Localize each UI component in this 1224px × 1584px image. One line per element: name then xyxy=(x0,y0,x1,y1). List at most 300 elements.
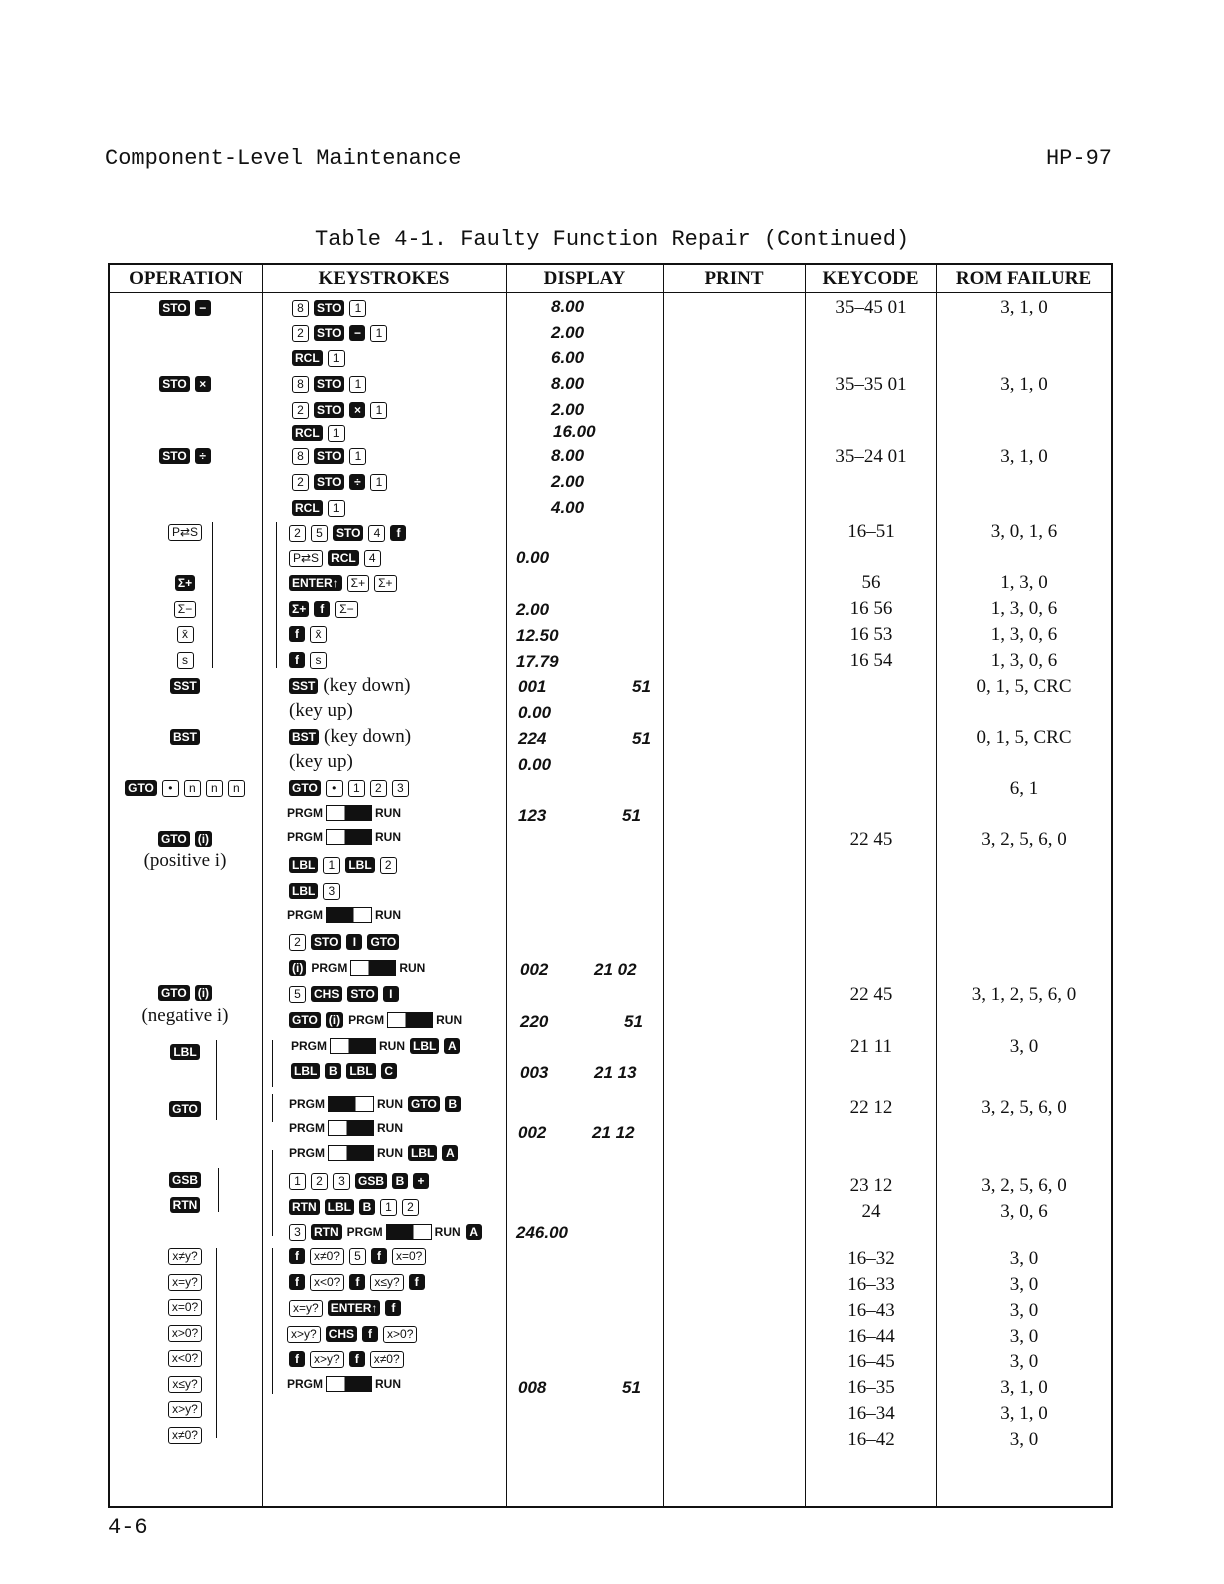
display-value: 0.00 xyxy=(518,703,552,722)
key-xgty-icon: x>y? xyxy=(310,1351,344,1368)
keycode-value: 16 56 xyxy=(849,598,893,619)
operation-cell xyxy=(110,597,260,621)
grouping-brace xyxy=(218,1168,219,1212)
key-d5-icon: 5 xyxy=(311,525,328,542)
rom-failure-value: 3, 2, 5, 6, 0 xyxy=(981,1097,1067,1118)
key-s-icon: s xyxy=(177,652,194,669)
key-xeq0-icon: x=0? xyxy=(168,1299,202,1316)
operation-cell xyxy=(110,648,260,672)
key-sminus-icon: Σ− xyxy=(335,601,357,618)
key-bst-icon: BST xyxy=(289,729,319,745)
switch-prgm-label: PRGM xyxy=(287,908,323,922)
rom-failure-value: 3, 1, 0 xyxy=(1000,297,1048,318)
column-divider xyxy=(805,265,806,1506)
display-value: 21 12 xyxy=(592,1123,635,1142)
key-d1-icon: 1 xyxy=(370,474,387,491)
key-lbl-icon: LBL xyxy=(289,883,318,899)
keystroke-row xyxy=(291,1034,460,1058)
display-value: 51 xyxy=(624,1012,643,1031)
keycode-value: 21 11 xyxy=(849,1036,893,1057)
operation-cell xyxy=(110,1168,260,1192)
rom-failure-value: 3, 1, 0 xyxy=(1000,446,1048,467)
keycode-value: 16–35 xyxy=(847,1377,895,1398)
prgm-run-switch xyxy=(287,907,401,923)
display-value: 0.00 xyxy=(518,755,552,774)
key-f-icon: f xyxy=(289,626,305,642)
column-divider xyxy=(506,265,507,1506)
keycode-value: 22 45 xyxy=(849,984,893,1005)
keycode-value: 16–45 xyxy=(847,1351,895,1372)
switch-slider-icon xyxy=(326,1376,372,1392)
key-d8-icon: 8 xyxy=(292,448,309,465)
keystroke-row xyxy=(289,930,399,954)
switch-prgm-label: PRGM xyxy=(289,1146,325,1160)
switch-slider-icon xyxy=(326,907,372,923)
keystroke-row xyxy=(289,1220,482,1244)
grouping-brace xyxy=(276,522,277,668)
operation-cell xyxy=(110,674,260,698)
rom-failure-value: 3, 1, 0 xyxy=(1000,1377,1048,1398)
keystroke-row xyxy=(287,825,401,849)
display-value: 16.00 xyxy=(553,422,596,441)
key-chs-icon: CHS xyxy=(326,1326,357,1342)
key-d1-icon: 1 xyxy=(370,325,387,342)
key-b-icon: B xyxy=(445,1096,461,1112)
display-value: 2.00 xyxy=(551,472,585,491)
key-chs-icon: CHS xyxy=(311,986,342,1002)
key-xgty-icon: x>y? xyxy=(287,1326,321,1343)
key-a-icon: A xyxy=(444,1038,460,1054)
key-lbl-icon: LBL xyxy=(346,1063,375,1079)
key-lbl-icon: LBL xyxy=(345,857,374,873)
key-sto-icon: STO xyxy=(159,376,189,392)
display-value: 6.00 xyxy=(551,348,585,367)
key-div-icon: ÷ xyxy=(195,448,211,464)
operation-cell xyxy=(110,981,260,1005)
key-sto-icon: STO xyxy=(314,300,344,316)
rom-failure-value: 3, 0 xyxy=(1009,1036,1039,1057)
key-xeq0-icon: x=0? xyxy=(392,1248,426,1265)
key-minus-icon: − xyxy=(195,300,211,316)
operation-cell xyxy=(110,444,260,468)
prgm-run-switch xyxy=(289,1096,403,1112)
key-ind-icon: (i) xyxy=(289,960,306,976)
operation-cell xyxy=(110,1193,260,1217)
keystroke-row xyxy=(287,1372,401,1396)
keycode-value: 24 xyxy=(861,1201,881,1222)
operation-cell xyxy=(110,1040,260,1064)
keystroke-row xyxy=(289,699,353,723)
key-b-icon: B xyxy=(359,1199,375,1215)
keystroke-row xyxy=(289,1195,419,1219)
keycode-value: 35–35 01 xyxy=(835,374,907,395)
table-caption: Table 4-1. Faulty Function Repair (Continued) xyxy=(315,227,910,252)
key-dot-icon: • xyxy=(326,780,343,797)
key-f-icon: f xyxy=(349,1274,365,1290)
key-sst-icon: SST xyxy=(289,678,318,694)
operation-cell xyxy=(110,1295,260,1319)
key-xgt0-icon: x>0? xyxy=(168,1325,202,1342)
operation-cell xyxy=(110,1423,260,1447)
key-d5-icon: 5 xyxy=(349,1248,366,1265)
switch-slider-icon xyxy=(330,1038,376,1054)
key-d3-icon: 3 xyxy=(289,1224,306,1241)
keystroke-row xyxy=(292,346,345,370)
keycode-value: 35–24 01 xyxy=(835,446,907,467)
key-n-icon: n xyxy=(228,780,245,797)
key-xney-icon: x≠y? xyxy=(168,1248,201,1265)
key-d5-icon: 5 xyxy=(289,986,306,1003)
keystroke-row xyxy=(289,1169,429,1193)
keystroke-row xyxy=(292,296,366,320)
key-d1-icon: 1 xyxy=(380,1199,397,1216)
display-value: 8.00 xyxy=(551,446,585,465)
key-xne0-icon: x≠0? xyxy=(370,1351,404,1368)
keystroke-row xyxy=(289,546,381,570)
keycode-value: 22 12 xyxy=(849,1097,893,1118)
key-f-icon: f xyxy=(385,1300,401,1316)
key-d2-icon: 2 xyxy=(292,402,309,419)
key-note: (key up) xyxy=(289,700,353,721)
key-lbl-icon: LBL xyxy=(291,1063,320,1079)
prgm-run-switch xyxy=(348,1012,462,1028)
key-xne0-icon: x≠0? xyxy=(168,1427,202,1444)
key-f-icon: f xyxy=(289,1248,305,1264)
display-value: 12.50 xyxy=(516,626,559,645)
rom-failure-value: 6, 1 xyxy=(1009,778,1039,799)
running-header-title: Component-Level Maintenance xyxy=(105,146,462,171)
keystroke-row xyxy=(287,1322,417,1346)
key-gto-icon: GTO xyxy=(289,1012,321,1028)
key-splus-icon: Σ+ xyxy=(175,575,195,591)
key-f-icon: f xyxy=(289,1274,305,1290)
key-d2-icon: 2 xyxy=(289,525,306,542)
keystroke-row xyxy=(289,648,327,672)
key-xley-icon: x≤y? xyxy=(168,1376,201,1393)
key-ind-icon: (i) xyxy=(195,985,212,1001)
key-lbl-icon: LBL xyxy=(408,1145,437,1161)
switch-slider-icon xyxy=(326,805,372,821)
display-value: 51 xyxy=(622,1378,641,1397)
keycode-value: 16–33 xyxy=(847,1274,895,1295)
switch-prgm-label: PRGM xyxy=(346,1225,383,1239)
key-d4-icon: 4 xyxy=(364,550,381,567)
key-d3-icon: 3 xyxy=(323,883,340,900)
switch-slider-icon xyxy=(328,1096,374,1112)
key-splus-icon: Σ+ xyxy=(289,601,309,617)
key-xlt0-icon: x<0? xyxy=(168,1350,202,1367)
grouping-brace xyxy=(216,1248,217,1438)
prgm-run-switch xyxy=(287,1376,401,1392)
key-n-icon: n xyxy=(184,780,201,797)
key-sto-icon: STO xyxy=(314,474,344,490)
key-times-icon: × xyxy=(349,402,365,418)
operation-cell xyxy=(110,1097,260,1121)
rom-failure-value: 3, 0 xyxy=(1009,1351,1039,1372)
switch-run-label: RUN xyxy=(379,1039,405,1053)
key-xlt0-icon: x<0? xyxy=(310,1274,344,1291)
key-c-icon: C xyxy=(381,1063,397,1079)
key-gto-icon: GTO xyxy=(289,780,321,796)
keystroke-row xyxy=(289,1141,458,1165)
keycode-value: 16–44 xyxy=(847,1326,895,1347)
keystroke-row xyxy=(292,372,366,396)
col-header-print: PRINT xyxy=(704,268,764,289)
keystroke-row xyxy=(289,597,358,621)
prgm-run-switch xyxy=(287,829,401,845)
keystroke-row xyxy=(292,444,366,468)
rom-failure-value: 3, 1, 0 xyxy=(1000,374,1048,395)
keystroke-row xyxy=(289,750,353,774)
column-divider xyxy=(663,265,664,1506)
key-note: (key down) xyxy=(323,675,411,696)
display-value: 4.00 xyxy=(551,498,585,517)
key-d3-icon: 3 xyxy=(392,780,409,797)
key-gto-icon: GTO xyxy=(158,985,190,1001)
operation-cell xyxy=(110,827,260,851)
keycode-value: 22 45 xyxy=(849,829,893,850)
display-value: 002 xyxy=(520,960,549,979)
key-d1-icon: 1 xyxy=(289,1173,306,1190)
keycode-value: 16 53 xyxy=(849,624,893,645)
key-enter-icon: ENTER↑ xyxy=(328,1300,381,1316)
operation-note: (positive i) xyxy=(143,850,227,871)
operation-cell xyxy=(110,622,260,646)
keystroke-row xyxy=(292,496,345,520)
switch-prgm-label: PRGM xyxy=(287,806,323,820)
keycode-value: 16–32 xyxy=(847,1248,895,1269)
switch-prgm-label: PRGM xyxy=(289,1097,325,1111)
rom-failure-value: 0, 1, 5, CRC xyxy=(976,727,1072,748)
key-d1-icon: 1 xyxy=(348,780,365,797)
display-value: 220 xyxy=(520,1012,549,1031)
key-gto-icon: GTO xyxy=(169,1101,201,1117)
key-splus-icon: Σ+ xyxy=(347,575,369,592)
key-f-icon: f xyxy=(289,1351,305,1367)
key-pxs-icon: P⇄S xyxy=(289,550,323,567)
key-d8-icon: 8 xyxy=(292,300,309,317)
keystroke-row xyxy=(292,398,387,422)
switch-slider-icon xyxy=(328,1120,374,1136)
key-sminus-icon: Σ− xyxy=(174,601,196,618)
key-lbl-icon: LBL xyxy=(410,1038,439,1054)
switch-run-label: RUN xyxy=(375,830,401,844)
switch-run-label: RUN xyxy=(375,1377,401,1391)
display-value: 21 02 xyxy=(594,960,637,979)
rom-failure-value: 3, 0 xyxy=(1009,1429,1039,1450)
keycode-value: 16 54 xyxy=(849,650,893,671)
key-xbar-icon: x̄ xyxy=(310,626,327,643)
key-rtn-icon: RTN xyxy=(289,1199,320,1215)
key-dot-icon: • xyxy=(162,780,179,797)
key-rtn-icon: RTN xyxy=(170,1197,201,1213)
key-bst-icon: BST xyxy=(170,729,200,745)
key-d2-icon: 2 xyxy=(380,857,397,874)
key-d1-icon: 1 xyxy=(323,857,340,874)
keycode-value: 16–42 xyxy=(847,1429,895,1450)
key-rcl-icon: RCL xyxy=(292,350,323,366)
key-sto-icon: STO xyxy=(311,934,341,950)
rom-failure-value: 3, 0 xyxy=(1009,1300,1039,1321)
display-value: 008 xyxy=(518,1378,547,1397)
keystroke-row xyxy=(292,421,345,445)
key-lbl-icon: LBL xyxy=(170,1044,199,1060)
display-value: 2.00 xyxy=(551,400,585,419)
keystroke-row xyxy=(289,879,340,903)
keycode-value: 35–45 01 xyxy=(835,297,907,318)
grouping-brace xyxy=(212,522,213,668)
keystroke-row xyxy=(289,571,397,595)
operation-cell xyxy=(110,1244,260,1268)
display-value: 51 xyxy=(632,677,651,696)
keycode-value: 56 xyxy=(861,572,881,593)
keystroke-row xyxy=(289,1347,404,1371)
display-value: 123 xyxy=(518,806,547,825)
key-xne0-icon: x≠0? xyxy=(310,1248,344,1265)
operation-cell xyxy=(110,725,260,749)
rom-failure-value: 3, 1, 2, 5, 6, 0 xyxy=(971,984,1077,1005)
keycode-value: 16–51 xyxy=(847,521,895,542)
keystroke-row xyxy=(289,853,397,877)
key-a-icon: A xyxy=(466,1224,482,1240)
key-note: (key down) xyxy=(324,726,412,747)
keystroke-row xyxy=(292,470,387,494)
operation-cell xyxy=(110,776,260,800)
display-value: 2.00 xyxy=(516,600,550,619)
key-times-icon: × xyxy=(195,376,211,392)
prgm-run-switch xyxy=(287,805,401,821)
key-sto-icon: STO xyxy=(314,448,344,464)
key-f-icon: f xyxy=(390,525,406,541)
key-xley-icon: x≤y? xyxy=(370,1274,403,1291)
key-rtn-icon: RTN xyxy=(311,1224,342,1240)
keystroke-row xyxy=(289,982,399,1006)
switch-run-label: RUN xyxy=(436,1013,463,1027)
col-header-rom-failure: ROM FAILURE xyxy=(955,268,1092,289)
operation-cell xyxy=(110,372,260,396)
prgm-run-switch xyxy=(347,1224,461,1240)
display-value: 51 xyxy=(632,729,651,748)
key-pxs-icon: P⇄S xyxy=(168,524,202,541)
switch-run-label: RUN xyxy=(377,1146,403,1160)
key-d1-icon: 1 xyxy=(370,402,387,419)
key-s-icon: s xyxy=(310,652,327,669)
switch-prgm-label: PRGM xyxy=(291,1039,327,1053)
operation-cell xyxy=(110,1397,260,1421)
key-xgty-icon: x>y? xyxy=(168,1401,202,1418)
key-i-icon: I xyxy=(346,934,362,950)
key-rcl-icon: RCL xyxy=(328,550,359,566)
display-value: 2.00 xyxy=(551,323,585,342)
key-d1-icon: 1 xyxy=(328,350,345,367)
key-xeqy-icon: x=y? xyxy=(168,1274,202,1291)
key-sto-icon: STO xyxy=(333,525,363,541)
display-value: 002 xyxy=(518,1123,547,1142)
rom-failure-value: 3, 2, 5, 6, 0 xyxy=(981,829,1067,850)
key-enter-icon: ENTER↑ xyxy=(289,575,342,591)
key-d1-icon: 1 xyxy=(328,425,345,442)
keystroke-row xyxy=(289,956,425,980)
grouping-brace xyxy=(216,1040,217,1120)
rom-failure-value: 1, 3, 0, 6 xyxy=(990,598,1058,619)
switch-run-label: RUN xyxy=(375,908,401,922)
key-d3-icon: 3 xyxy=(333,1173,350,1190)
key-d2-icon: 2 xyxy=(292,325,309,342)
switch-run-label: RUN xyxy=(377,1121,403,1135)
operation-cell xyxy=(110,1346,260,1370)
key-xbar-icon: x̄ xyxy=(177,626,194,643)
keycode-value: 16–43 xyxy=(847,1300,895,1321)
running-header-model: HP-97 xyxy=(1045,146,1112,171)
rom-failure-value: 0, 1, 5, CRC xyxy=(976,676,1072,697)
prgm-run-switch xyxy=(291,1038,405,1054)
key-d4-icon: 4 xyxy=(368,525,385,542)
operation-cell xyxy=(110,571,260,595)
switch-run-label: RUN xyxy=(399,961,426,975)
key-i-icon: I xyxy=(383,986,399,1002)
key-gsb-icon: GSB xyxy=(355,1173,387,1189)
key-d2-icon: 2 xyxy=(311,1173,328,1190)
key-sst-icon: SST xyxy=(170,678,199,694)
key-f-icon: f xyxy=(314,601,330,617)
key-d2-icon: 2 xyxy=(292,474,309,491)
keystroke-row xyxy=(289,1244,426,1268)
keystroke-row xyxy=(287,801,401,825)
rom-failure-value: 1, 3, 0, 6 xyxy=(990,650,1058,671)
key-f-icon: f xyxy=(349,1351,365,1367)
col-header-keycode: KEYCODE xyxy=(822,268,919,289)
keystroke-row xyxy=(289,521,406,545)
keystroke-row xyxy=(289,1296,401,1320)
keystroke-row xyxy=(289,622,327,646)
rom-failure-value: 3, 1, 0 xyxy=(1000,1403,1048,1424)
keycode-value: 16–34 xyxy=(847,1403,895,1424)
prgm-run-switch xyxy=(289,1145,403,1161)
operation-cell xyxy=(110,1270,260,1294)
rom-failure-value: 3, 0, 1, 6 xyxy=(990,521,1058,542)
rom-failure-value: 3, 0 xyxy=(1009,1248,1039,1269)
key-xeqy-icon: x=y? xyxy=(289,1300,323,1317)
grouping-brace xyxy=(272,1150,273,1236)
rom-failure-value: 1, 3, 0, 6 xyxy=(990,624,1058,645)
key-plus-icon: + xyxy=(413,1173,429,1189)
key-d1-icon: 1 xyxy=(349,448,366,465)
display-value: 51 xyxy=(622,806,641,825)
switch-slider-icon xyxy=(387,1012,433,1028)
display-value: 001 xyxy=(518,677,547,696)
key-ind-icon: (i) xyxy=(326,1012,343,1028)
key-gto-icon: GTO xyxy=(367,934,399,950)
rom-failure-value: 3, 0 xyxy=(1009,1274,1039,1295)
switch-prgm-label: PRGM xyxy=(289,1121,325,1135)
grouping-brace xyxy=(272,1040,273,1087)
keystroke-row xyxy=(289,1008,462,1032)
prgm-run-switch xyxy=(289,1120,403,1136)
key-f-icon: f xyxy=(362,1326,378,1342)
prgm-run-switch xyxy=(311,960,425,976)
key-sto-icon: STO xyxy=(314,376,344,392)
keystroke-row xyxy=(289,674,410,698)
key-d1-icon: 1 xyxy=(349,300,366,317)
grouping-brace xyxy=(272,1248,273,1394)
switch-run-label: RUN xyxy=(377,1097,403,1111)
key-b-icon: B xyxy=(325,1063,341,1079)
operation-cell xyxy=(110,1321,260,1345)
key-a-icon: A xyxy=(442,1145,458,1161)
key-gto-icon: GTO xyxy=(125,780,157,796)
operation-note: (negative i) xyxy=(141,1005,229,1026)
key-sto-icon: STO xyxy=(314,402,344,418)
